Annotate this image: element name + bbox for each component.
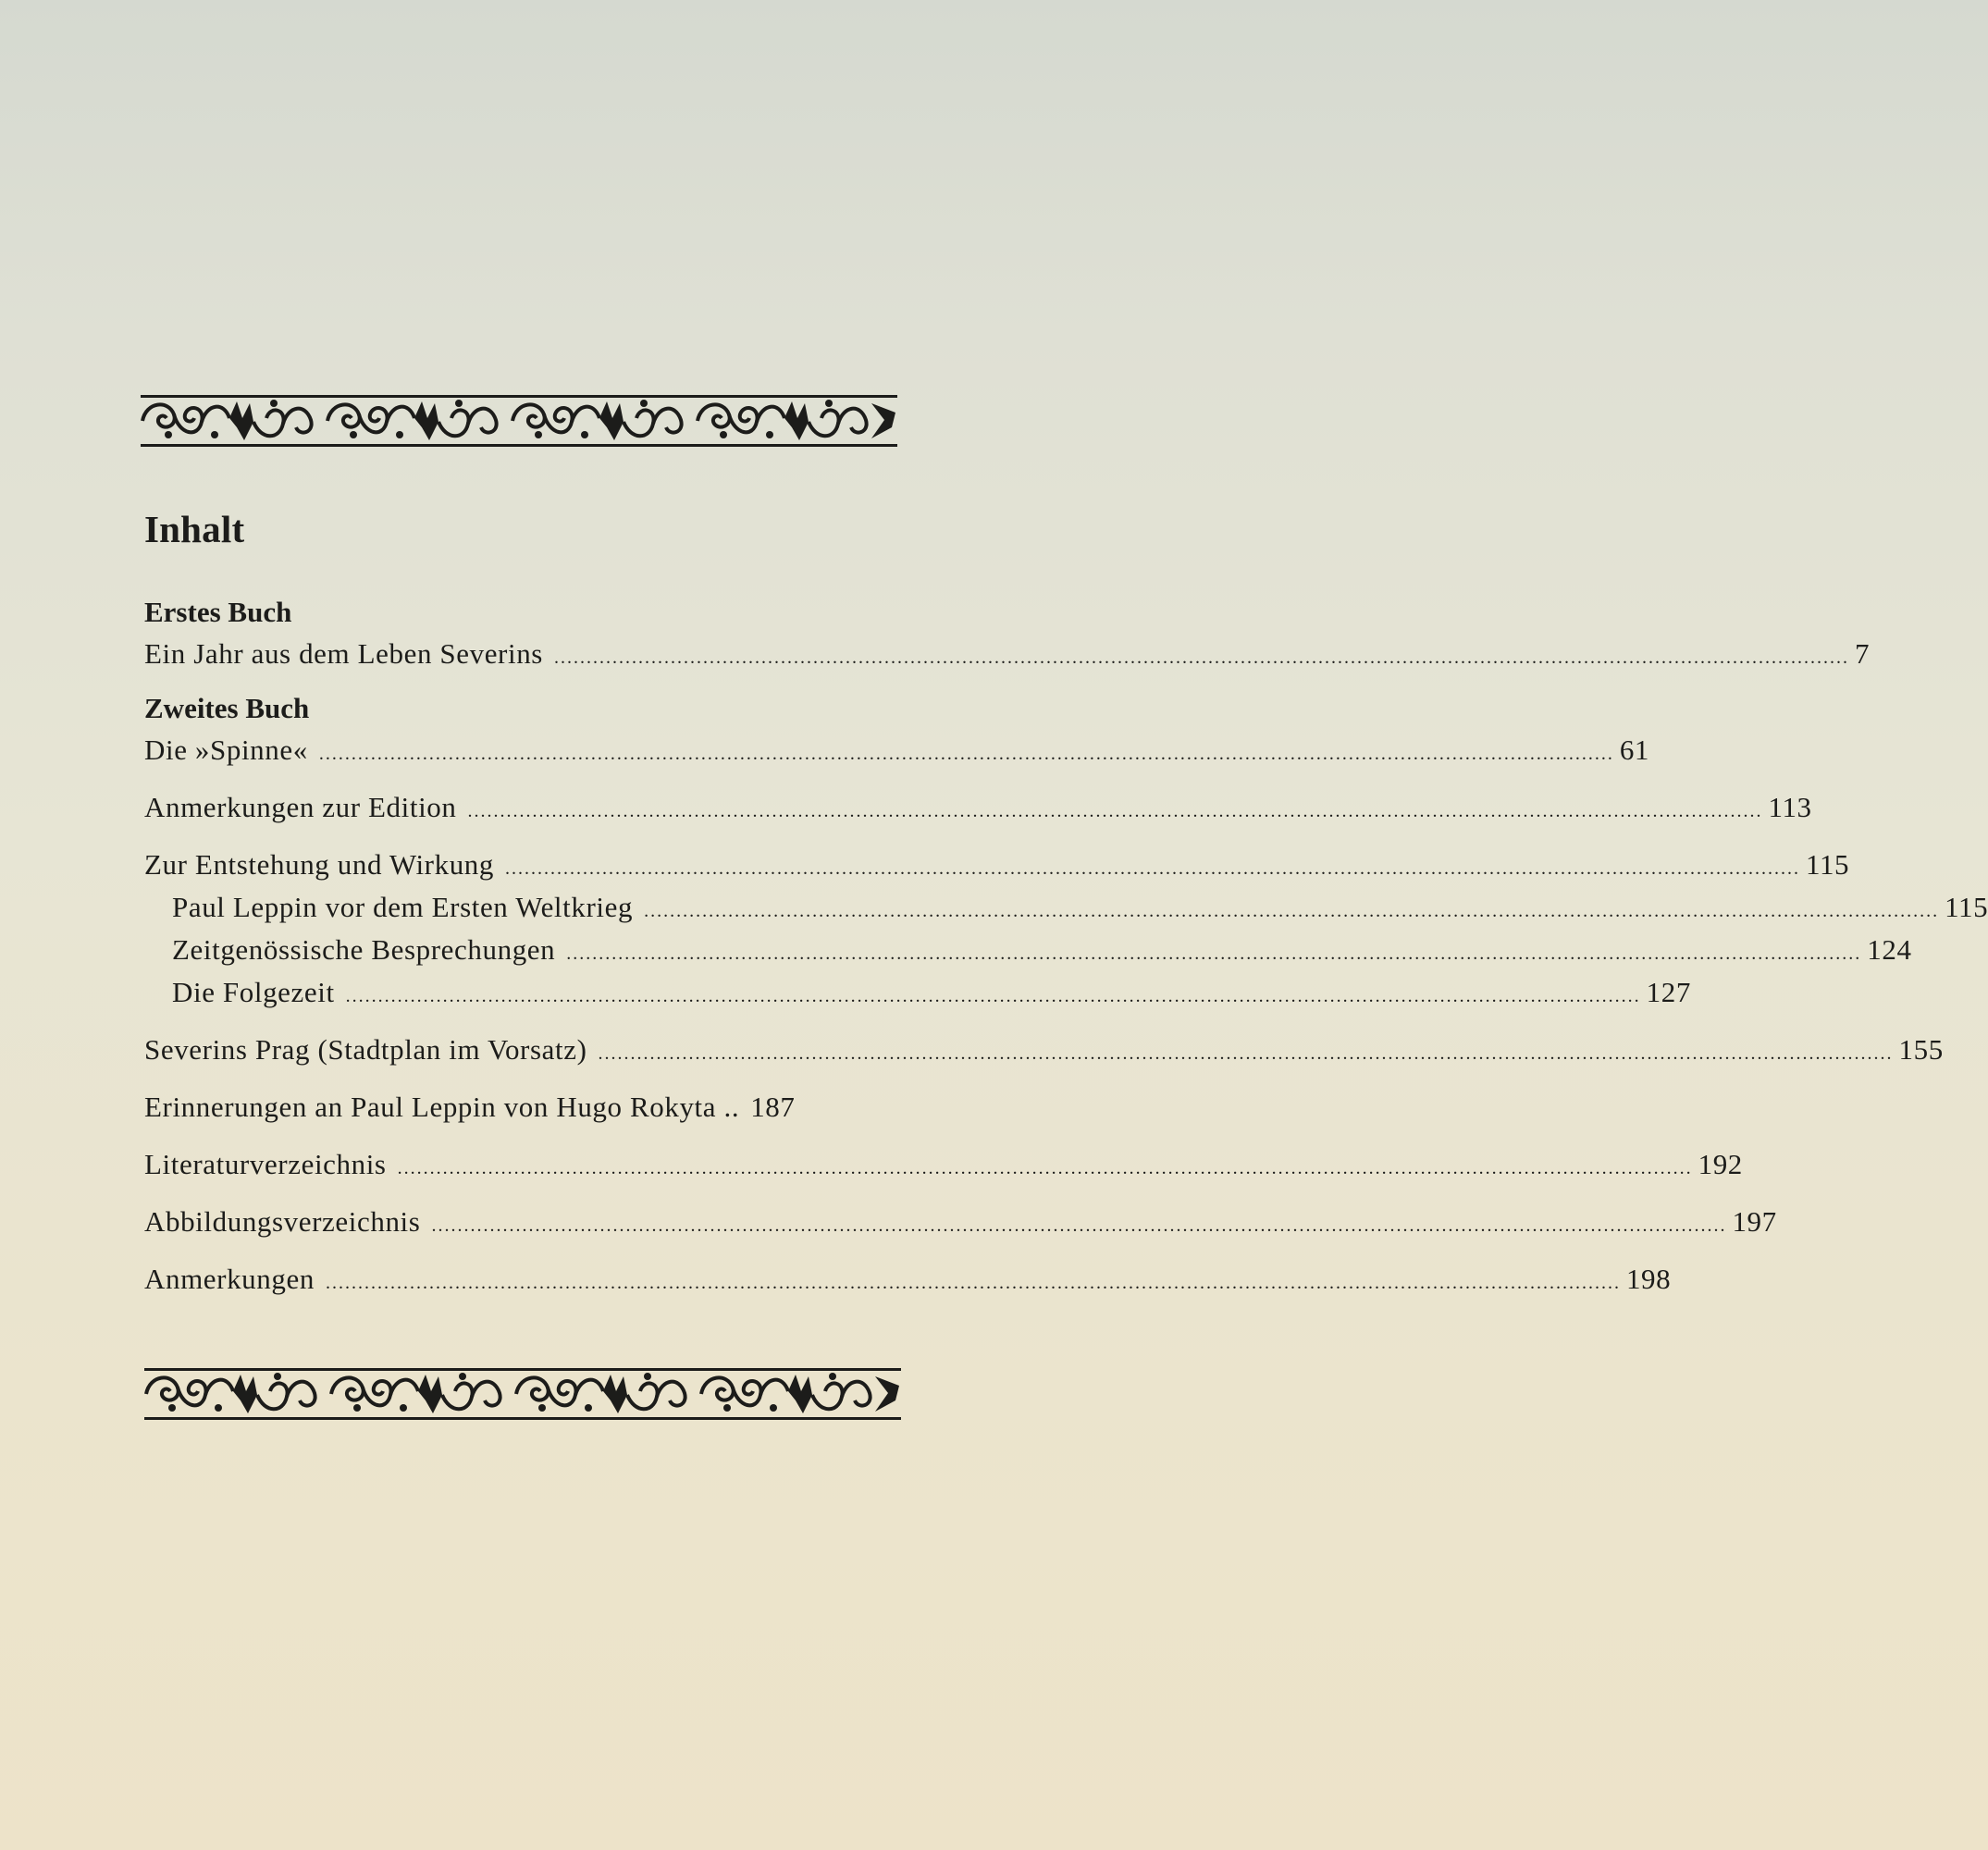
toc-entry-label: Literaturverzeichnis (144, 1148, 387, 1180)
toc-subentry-leppin[interactable] (144, 886, 1988, 929)
toc-entry-label: Severins Prag (Stadtplan im Vorsatz) (144, 1033, 587, 1066)
toc-entry-label: Erinnerungen an Paul Leppin von Hugo Rokyta .. (144, 1091, 740, 1123)
toc-entry-page: 197 (1732, 1205, 1777, 1238)
toc-entry-page: 113 (1768, 791, 1812, 823)
book1-heading: Erstes Buch (144, 596, 292, 628)
book2-heading: Zweites Buch (144, 692, 310, 724)
toc-entry-edition-notes[interactable] (144, 786, 1812, 829)
toc-entry-label: Zur Entstehung und Wirkung (144, 848, 494, 881)
toc-entry-memories[interactable] (144, 1086, 877, 1128)
toc-subentry-aftermath[interactable] (144, 971, 1691, 1014)
toc-entry-page: 127 (1646, 976, 1691, 1008)
toc-subentry-reviews[interactable] (144, 929, 1912, 971)
toc-entry-page: 115 (1945, 891, 1988, 923)
toc-entry-book1[interactable] (144, 633, 1871, 675)
table-of-contents (144, 592, 1988, 1301)
toc-entry-page: 155 (1898, 1033, 1944, 1066)
toc-entry-label: Anmerkungen zur Edition (144, 791, 457, 823)
toc-entry-origin[interactable] (144, 844, 1850, 886)
toc-entry-notes[interactable] (144, 1258, 1672, 1301)
dot-leader: ........................................................................................................................................................................................................ (553, 648, 1849, 668)
dot-leader: ........................................................................................................................................................................................................ (644, 901, 1940, 921)
dot-leader: ........................................................................................................................................................................................................ (325, 1273, 1621, 1293)
toc-entry-label: Paul Leppin vor dem Ersten Weltkrieg (172, 891, 634, 923)
toc-entry-label: Die Folgezeit (172, 976, 335, 1008)
dot-leader: ........................................................................................................................................................................................................ (397, 1158, 1693, 1178)
toc-entry-label: Zeitgenössische Besprechungen (172, 933, 556, 966)
ornament-top-svg (141, 394, 897, 448)
dot-leader: ........................................................................................................................................................................................................ (566, 944, 1862, 964)
toc-entry-page: 61 (1619, 734, 1650, 766)
toc-entry-label: Abbildungsverzeichnis (144, 1205, 421, 1238)
toc-entry-bibliography[interactable] (144, 1143, 1743, 1186)
toc-entry-label: Die »Spinne« (144, 734, 308, 766)
dot-leader: ........................................................................................................................................................................................................ (505, 858, 1800, 879)
page-title: Inhalt (144, 508, 245, 550)
dot-leader: ........................................................................................................................................................................................................ (318, 744, 1614, 764)
spacer (144, 1128, 877, 1143)
dot-leader: ........................................................................................................................................................................................................ (467, 801, 1763, 821)
scroll-border-ornament-icon (144, 1367, 901, 1421)
toc-entry-page: 192 (1698, 1148, 1743, 1180)
dot-leader: ........................................................................................................................................................................................................ (345, 986, 1641, 1006)
toc-entry-illustrations[interactable] (144, 1201, 1777, 1243)
dot-leader: ........................................................................................................................................................................................................ (431, 1215, 1727, 1236)
toc-entry-label: Anmerkungen (144, 1263, 315, 1295)
toc-entry-book2[interactable] (144, 729, 1650, 771)
toc-entry-page: 115 (1806, 848, 1850, 881)
ornament-bottom-svg (144, 1367, 901, 1421)
toc-entry-page: 187 (750, 1091, 796, 1123)
toc-entry-page: 7 (1854, 637, 1871, 670)
toc-entry-page: 124 (1867, 933, 1912, 966)
toc-entry-label: Ein Jahr aus dem Leben Severins (144, 637, 543, 670)
dot-leader: ........................................................................................................................................................................................................ (598, 1043, 1894, 1064)
toc-entry-prague[interactable] (144, 1029, 1944, 1071)
scroll-border-ornament-icon (141, 394, 897, 448)
toc-entry-page: 198 (1625, 1263, 1672, 1295)
